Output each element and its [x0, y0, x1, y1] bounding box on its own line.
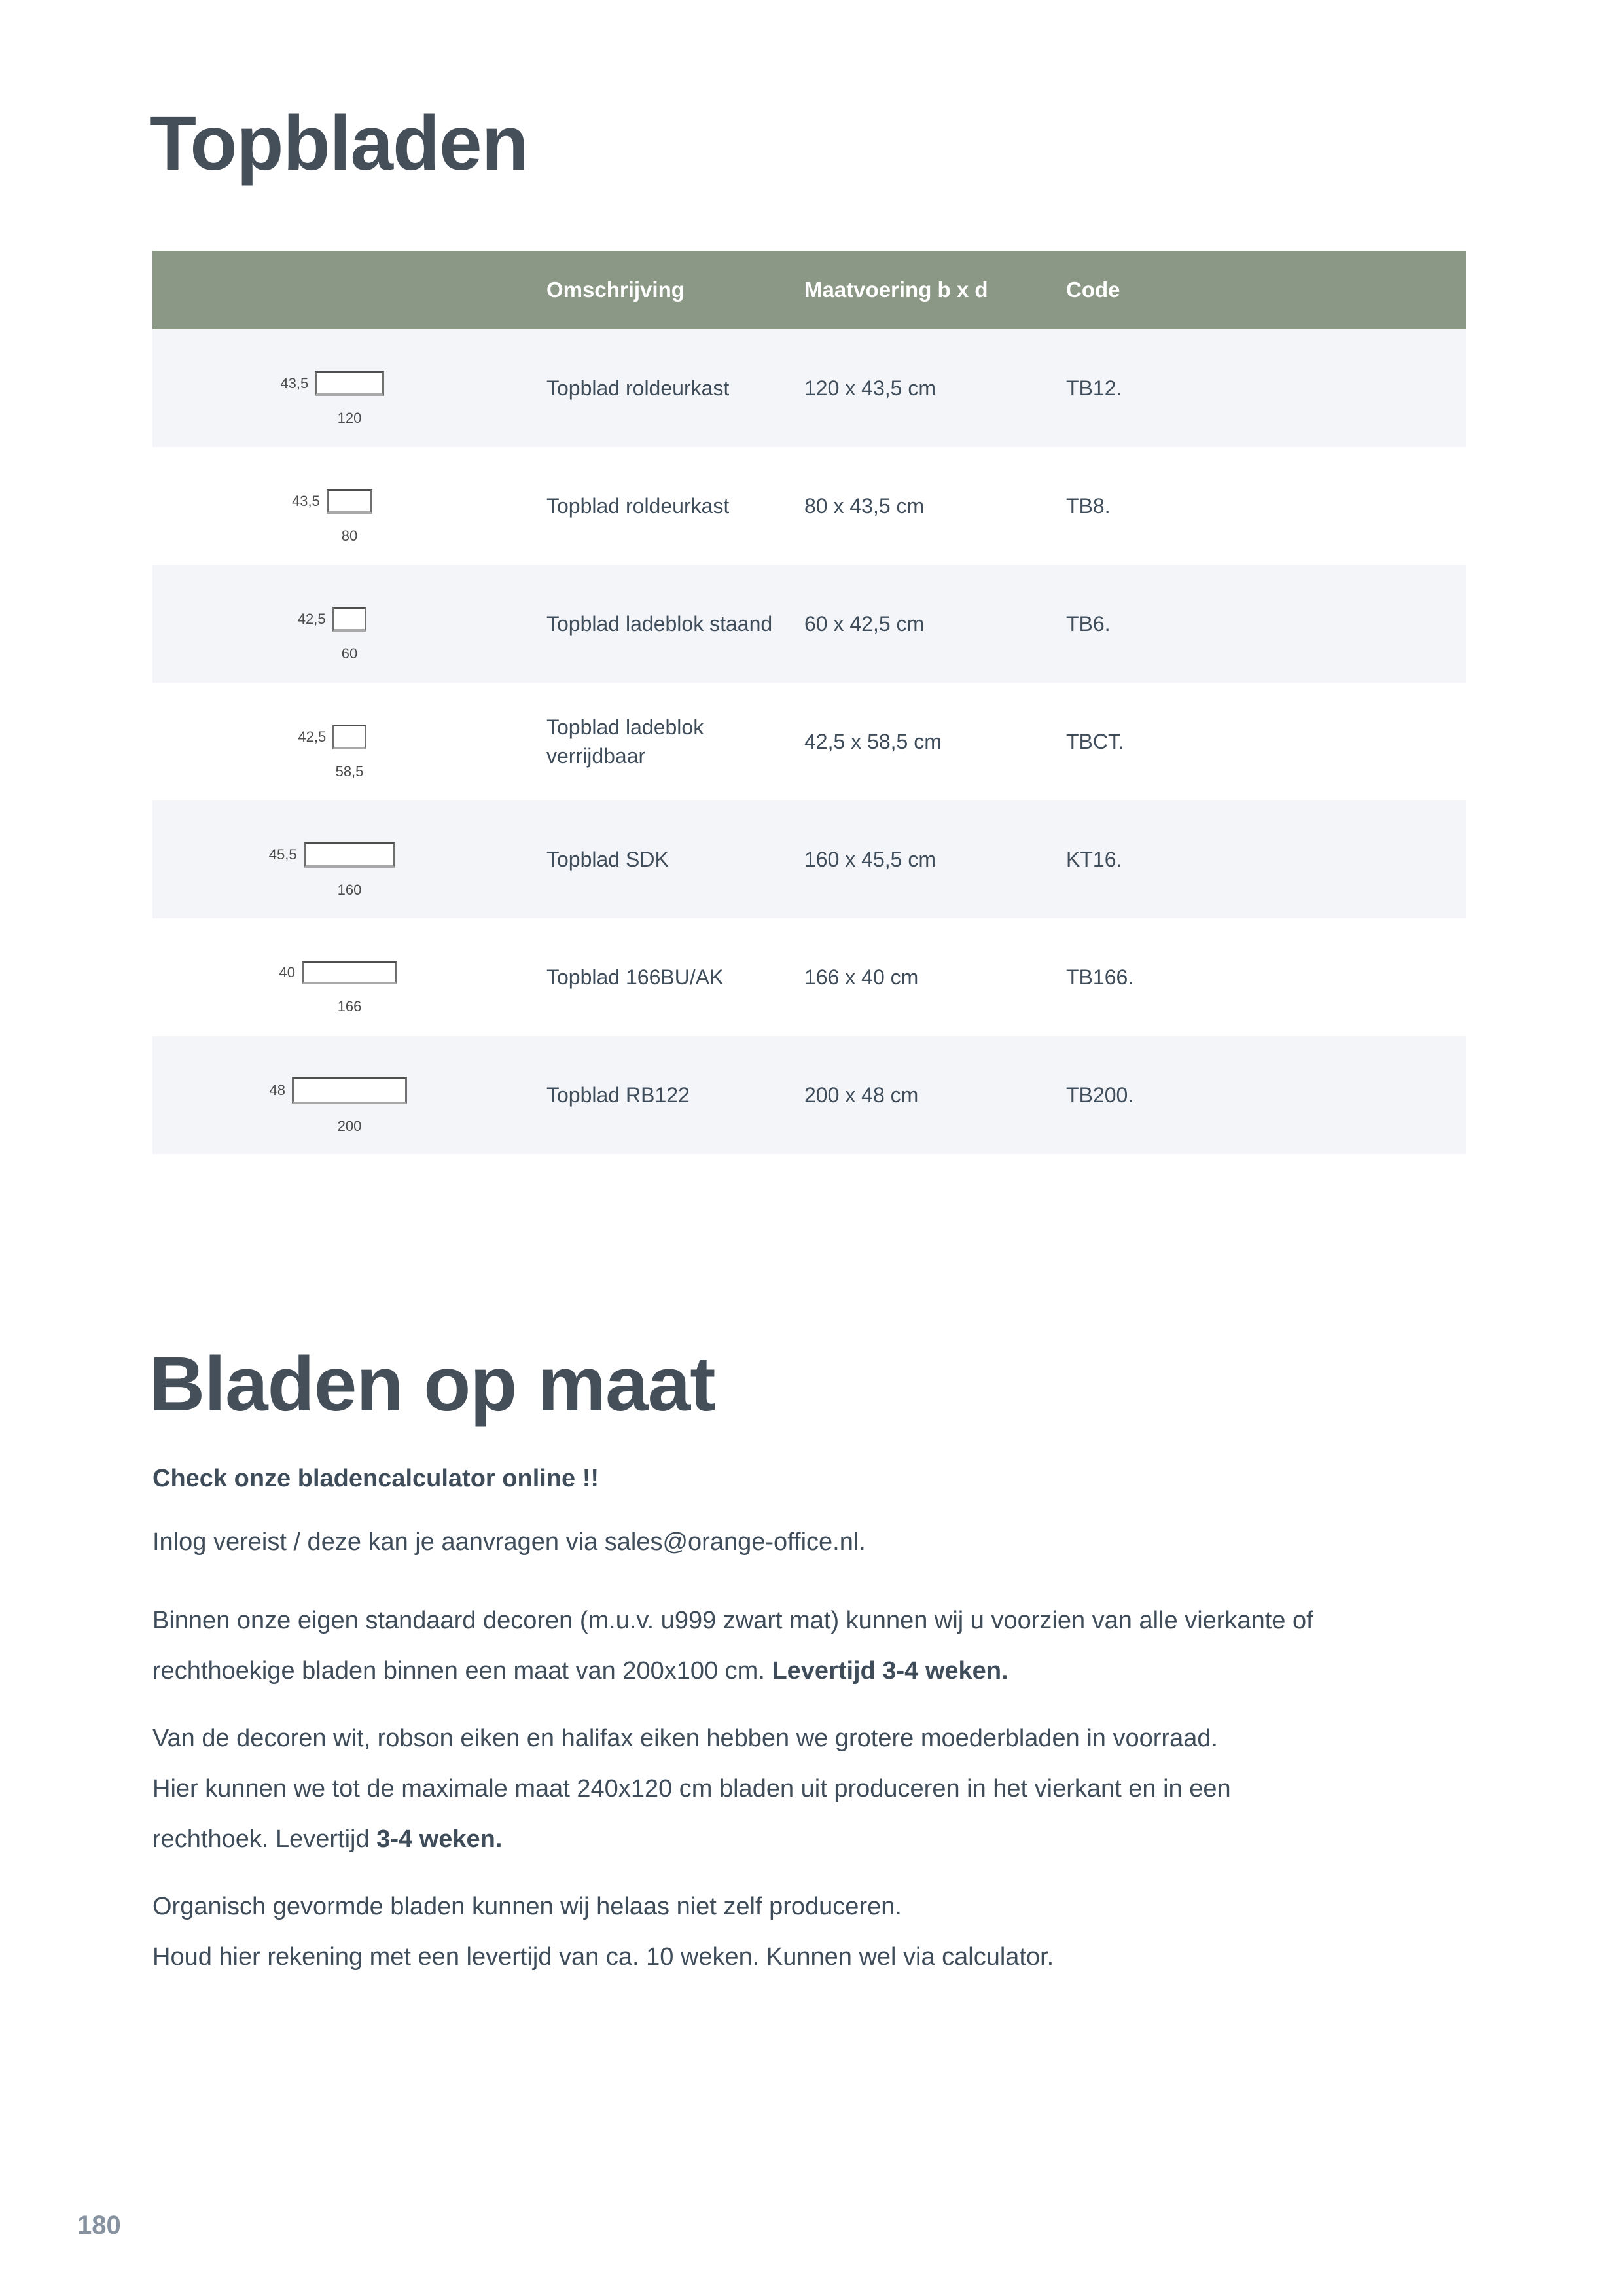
topblad-diagram: [298, 725, 366, 780]
row-description: Topblad 166BU/AK: [546, 965, 724, 989]
table-row: [152, 683, 1466, 800]
row-description: Topblad SDK: [546, 848, 669, 871]
topblad-rectangle: [332, 607, 367, 631]
row-size: 166 x 40 cm: [804, 965, 919, 989]
row-size: 80 x 43,5 cm: [804, 494, 925, 518]
diagram-cell: [152, 492, 546, 545]
diagram-height-label: 45,5: [268, 846, 297, 863]
paragraph-text-segment: rechthoek. Levertijd: [152, 1825, 377, 1853]
inlog-line: Inlog vereist / deze kan je aanvragen via sales@orange-office.nl.: [152, 1528, 866, 1556]
row-code: TB12.: [1066, 376, 1122, 400]
column-header-maatvoering: Maatvoering b x d: [804, 278, 988, 302]
row-code: TB6.: [1066, 612, 1111, 636]
paragraph-text-segment: Houd hier rekening met een levertijd van ca. 10 weken. Kunnen wel via calculator.: [152, 1943, 1054, 1971]
table-row: [152, 447, 1466, 565]
diagram-cell: [152, 374, 546, 427]
diagram-height-label: 43,5: [291, 492, 320, 509]
check-calculator-line: Check onze bladencalculator online !!: [152, 1465, 599, 1492]
diagram-height-label: 40: [279, 964, 295, 980]
diagram-width-label: 160: [337, 882, 362, 899]
table-header-row: [152, 251, 1466, 329]
table-body: [152, 329, 1466, 1154]
table-row: [152, 329, 1466, 447]
diagram-height-label: 43,5: [280, 374, 309, 391]
topblad-rectangle: [302, 961, 397, 984]
row-size: 60 x 42,5 cm: [804, 612, 925, 636]
paragraph-bold-segment: 3-4 weken.: [376, 1825, 503, 1853]
topblad-rectangle: [315, 371, 384, 396]
diagram-cell: [152, 1081, 546, 1135]
paragraph: [152, 1882, 1435, 1982]
column-header-code: Code: [1066, 278, 1120, 302]
paragraph-bold-segment: Levertijd 3-4 weken.: [772, 1657, 1008, 1685]
topblad-diagram: [268, 842, 396, 899]
paragraphs: [152, 1596, 1435, 1982]
topblad-diagram: [269, 1077, 407, 1135]
paragraph-text-segment: Hier kunnen we tot de maximale maat 240x120 cm bladen uit produceren in het vierkant en in een: [152, 1775, 1231, 1803]
topblad-rectangle: [327, 489, 372, 514]
row-size: 42,5 x 58,5 cm: [804, 730, 942, 753]
row-size: 160 x 45,5 cm: [804, 848, 936, 871]
column-header-omschrijving: Omschrijving: [546, 278, 685, 302]
table-row: [152, 565, 1466, 683]
paragraph-text-segment: Organisch gevormde bladen kunnen wij helaas niet zelf produceren.: [152, 1893, 902, 1920]
diagram-cell: [152, 846, 546, 899]
topbladen-table: [152, 251, 1466, 1154]
row-description: Topblad roldeurkast: [546, 494, 730, 518]
diagram-width-label: 166: [337, 997, 362, 1014]
row-description: Topblad ladeblok verrijdbaar: [546, 715, 704, 768]
row-code: KT16.: [1066, 848, 1122, 871]
diagram-width-label: 60: [341, 645, 358, 662]
row-description: Topblad ladeblok staand: [546, 612, 773, 636]
diagram-height-label: 42,5: [297, 610, 326, 627]
diagram-width-label: 58,5: [335, 762, 364, 780]
paragraph-text-segment: Van de decoren wit, robson eiken en halifax eiken hebben we grotere moederbladen in voorraad.: [152, 1725, 1219, 1752]
diagram-cell: [152, 964, 546, 1014]
topblad-diagram: [291, 489, 372, 545]
diagram-cell: [152, 728, 546, 780]
diagram-width-label: 80: [341, 528, 358, 545]
row-code: TBCT.: [1066, 730, 1124, 753]
section-title: Bladen op maat: [149, 1341, 715, 1427]
topblad-rectangle: [304, 842, 396, 868]
topblad-rectangle: [332, 725, 366, 749]
diagram-height-label: 48: [269, 1081, 285, 1098]
diagram-height-label: 42,5: [298, 728, 327, 745]
row-description: Topblad RB122: [546, 1083, 690, 1107]
bladen-op-maat-text: [152, 1465, 1435, 2000]
diagram-width-label: 120: [337, 410, 362, 427]
diagram-cell: [152, 610, 546, 662]
row-size: 120 x 43,5 cm: [804, 376, 936, 400]
paragraph: [152, 1596, 1435, 1696]
paragraph-text-segment: rechthoekige bladen binnen een maat van 200x100 cm.: [152, 1657, 772, 1685]
page-title: Topbladen: [149, 100, 528, 187]
paragraph: [152, 1713, 1435, 1865]
row-code: TB166.: [1066, 965, 1134, 989]
topblad-diagram: [297, 607, 367, 662]
paragraph-text-segment: Binnen onze eigen standaard decoren (m.u.v. u999 zwart mat) kunnen wij u voorzien van alle vierkante of: [152, 1607, 1313, 1634]
topblad-diagram: [280, 371, 384, 427]
row-description: Topblad roldeurkast: [546, 376, 730, 400]
row-code: TB8.: [1066, 494, 1111, 518]
page-number: 180: [77, 2211, 121, 2240]
topblad-diagram: [279, 961, 397, 1014]
table-row: [152, 1036, 1466, 1154]
row-size: 200 x 48 cm: [804, 1083, 919, 1107]
row-code: TB200.: [1066, 1083, 1134, 1107]
table-row: [152, 918, 1466, 1036]
table-row: [152, 800, 1466, 918]
diagram-width-label: 200: [337, 1118, 362, 1135]
topblad-rectangle: [292, 1077, 407, 1104]
